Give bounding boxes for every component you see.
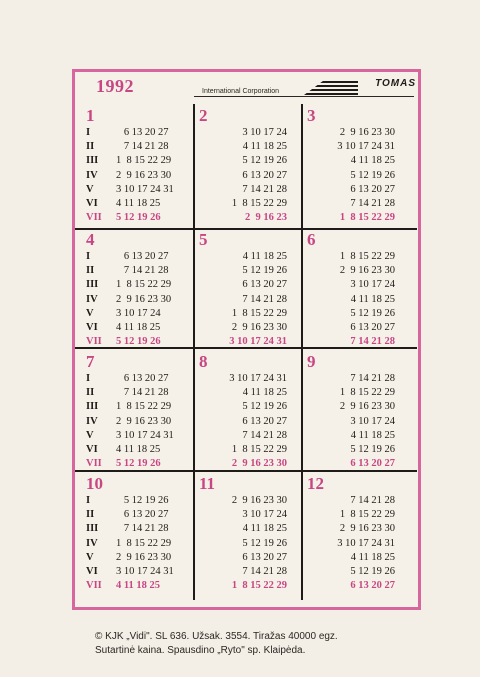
week-dates: 4 11 18 25 [350,551,395,563]
month-block [307,352,415,470]
month-number: 6 [307,230,316,249]
month-block [86,106,194,224]
week-dates: 4 11 18 25 [242,141,287,153]
weekday-roman: VI [86,566,98,577]
week-dates: 5 12 19 26 [116,212,161,224]
calendar-header [76,76,416,102]
week-dates: 1 8 15 22 29 [231,198,287,209]
week-dates: 6 13 20 27 [116,509,169,521]
week-dates: 2 9 16 23 30 [231,495,287,506]
week-dates: 6 13 20 27 [350,183,395,195]
week-dates: 3 10 17 24 [242,127,287,138]
week-dates: 1 8 15 22 29 [339,509,395,521]
weekday-roman: II [86,141,95,153]
week-dates: 7 14 21 28 [242,429,287,441]
week-dates: 7 14 21 28 [242,566,287,577]
week-dates: 6 13 20 27 [116,251,169,262]
month-block [307,230,415,348]
week-dates: 1 8 15 22 29 [231,307,287,319]
weekday-roman: III [86,401,99,413]
weekday-roman: IV [86,293,98,305]
week-dates: 1 8 15 22 29 [231,444,287,455]
week-dates: 3 10 17 24 31 [116,183,174,195]
weekday-roman: VI [86,322,98,333]
week-dates: 7 14 21 28 [242,293,287,305]
weekday-roman: II [86,509,95,521]
week-dates: 3 10 17 24 31 [116,429,174,441]
weekday-roman: V [86,429,94,441]
week-dates: 2 9 16 23 30 [231,322,287,333]
week-dates: 7 14 21 28 [116,265,169,277]
weekday-roman: IV [86,415,98,427]
week-dates: 2 9 16 23 30 [116,293,172,305]
weekday-roman: VII [86,580,102,592]
week-dates: 4 11 18 25 [350,429,395,441]
week-dates: 7 14 21 28 [350,373,395,384]
week-dates: 5 12 19 26 [242,155,287,167]
week-dates: 3 10 17 24 31 [337,537,395,549]
week-dates: 2 9 16 23 30 [339,523,395,535]
month-number: 11 [199,474,216,493]
weekday-roman: I [86,495,91,506]
weekday-roman: IV [86,169,98,181]
week-dates: 5 12 19 26 [116,336,161,348]
week-dates: 2 9 16 23 30 [231,458,287,470]
week-dates: 3 10 17 24 [350,279,395,291]
week-dates: 4 11 18 25 [242,387,287,399]
week-dates: 6 13 20 27 [242,169,287,181]
header-rule [194,96,414,97]
week-dates: 6 13 20 27 [116,373,169,384]
week-dates: 1 8 15 22 29 [116,155,172,167]
week-dates: 2 9 16 23 [245,212,287,224]
weekday-roman: IV [86,537,98,549]
tomas-logo [304,78,416,96]
week-dates: 5 12 19 26 [242,401,287,413]
weekday-roman: III [86,155,99,167]
year-title: 1992 [96,76,134,96]
week-dates: 4 11 18 25 [350,155,395,167]
week-dates: 3 10 17 24 [242,509,287,521]
week-dates: 7 14 21 28 [116,387,169,399]
month-number: 3 [307,106,316,125]
weekday-roman: I [86,373,91,384]
month-block [199,106,307,224]
footer-line-1: © KJK „Vidi". SL 636. Užsak. 3554. Tiražas 40000 egz. [95,631,338,642]
week-dates: 2 9 16 23 30 [339,401,395,413]
weekday-roman: V [86,183,94,195]
week-dates: 6 13 20 27 [242,415,287,427]
footer-imprint [95,630,425,658]
week-dates: 1 8 15 22 29 [339,251,395,262]
weekday-roman: II [86,265,95,277]
week-dates: 3 10 17 24 31 [229,336,287,348]
company-name: International Corporation [202,88,280,95]
week-dates: 5 12 19 26 [242,265,287,277]
week-dates: 6 13 20 27 [242,551,287,563]
week-dates: 2 9 16 23 30 [116,415,172,427]
logo-text: TOMAS [375,78,416,89]
week-dates: 7 14 21 28 [350,495,395,506]
weekday-roman: I [86,127,91,138]
week-dates: 6 13 20 27 [116,127,169,138]
month-block [307,474,415,592]
month-number: 4 [86,230,95,249]
month-number: 10 [86,474,103,493]
week-dates: 1 8 15 22 29 [116,279,172,291]
footer-line-2: Sutartinė kaina. Spausdino „Ryto" sp. Klaipėda. [95,645,306,656]
week-dates: 5 12 19 26 [116,495,169,506]
month-number: 8 [199,352,208,371]
week-dates: 2 9 16 23 30 [116,169,172,181]
month-block [199,230,307,348]
week-dates: 1 8 15 22 29 [339,212,395,224]
week-dates: 3 10 17 24 [350,415,395,427]
week-dates: 5 12 19 26 [350,566,395,577]
week-dates: 4 11 18 25 [242,523,287,535]
month-number: 5 [199,230,208,249]
weekday-roman: VI [86,444,98,455]
grid-hline-3 [75,470,417,472]
week-dates: 6 13 20 27 [350,322,395,333]
weekday-roman: VII [86,212,102,224]
month-block [86,352,194,470]
week-dates: 7 14 21 28 [350,198,395,209]
weekday-roman: II [86,387,95,399]
week-dates: 7 14 21 28 [242,183,287,195]
week-dates: 3 10 17 24 31 [229,373,287,384]
week-dates: 7 14 21 28 [116,523,169,535]
week-dates: 3 10 17 24 31 [337,141,395,153]
month-number: 2 [199,106,208,125]
week-dates: 4 11 18 25 [350,293,395,305]
week-dates: 1 8 15 22 29 [231,580,287,592]
month-block [199,474,307,592]
weekday-roman: III [86,279,99,291]
week-dates: 5 12 19 26 [350,444,395,455]
month-number: 1 [86,106,95,125]
month-number: 9 [307,352,316,371]
week-dates: 4 11 18 25 [116,198,161,209]
weekday-roman: VII [86,336,102,348]
week-dates: 6 13 20 27 [242,279,287,291]
week-dates: 4 11 18 25 [116,322,161,333]
weekday-roman: V [86,551,94,563]
week-dates: 1 8 15 22 29 [339,387,395,399]
weekday-roman: V [86,307,94,319]
week-dates: 2 9 16 23 30 [339,127,395,138]
week-dates: 3 10 17 24 [116,307,161,319]
week-dates: 4 11 18 25 [116,444,161,455]
weekday-roman: VI [86,198,98,209]
month-number: 7 [86,352,95,371]
weekday-roman: I [86,251,91,262]
week-dates: 4 11 18 25 [116,580,161,592]
week-dates: 2 9 16 23 30 [339,265,395,277]
week-dates: 5 12 19 26 [242,537,287,549]
week-dates: 1 8 15 22 29 [116,401,172,413]
weekday-roman: VII [86,458,102,470]
week-dates: 5 12 19 26 [350,307,395,319]
week-dates: 7 14 21 28 [350,336,395,348]
month-block [86,230,194,348]
week-dates: 6 13 20 27 [350,580,395,592]
week-dates: 5 12 19 26 [350,169,395,181]
logo-mark-icon [304,81,358,95]
week-dates: 2 9 16 23 30 [116,551,172,563]
month-block [307,106,415,224]
week-dates: 5 12 19 26 [116,458,161,470]
month-block [86,474,194,592]
month-number: 12 [307,474,324,493]
week-dates: 4 11 18 25 [242,251,287,262]
weekday-roman: III [86,523,99,535]
month-block [199,352,307,470]
week-dates: 1 8 15 22 29 [116,537,172,549]
week-dates: 6 13 20 27 [350,458,395,470]
week-dates: 3 10 17 24 31 [116,566,174,577]
week-dates: 7 14 21 28 [116,141,169,153]
